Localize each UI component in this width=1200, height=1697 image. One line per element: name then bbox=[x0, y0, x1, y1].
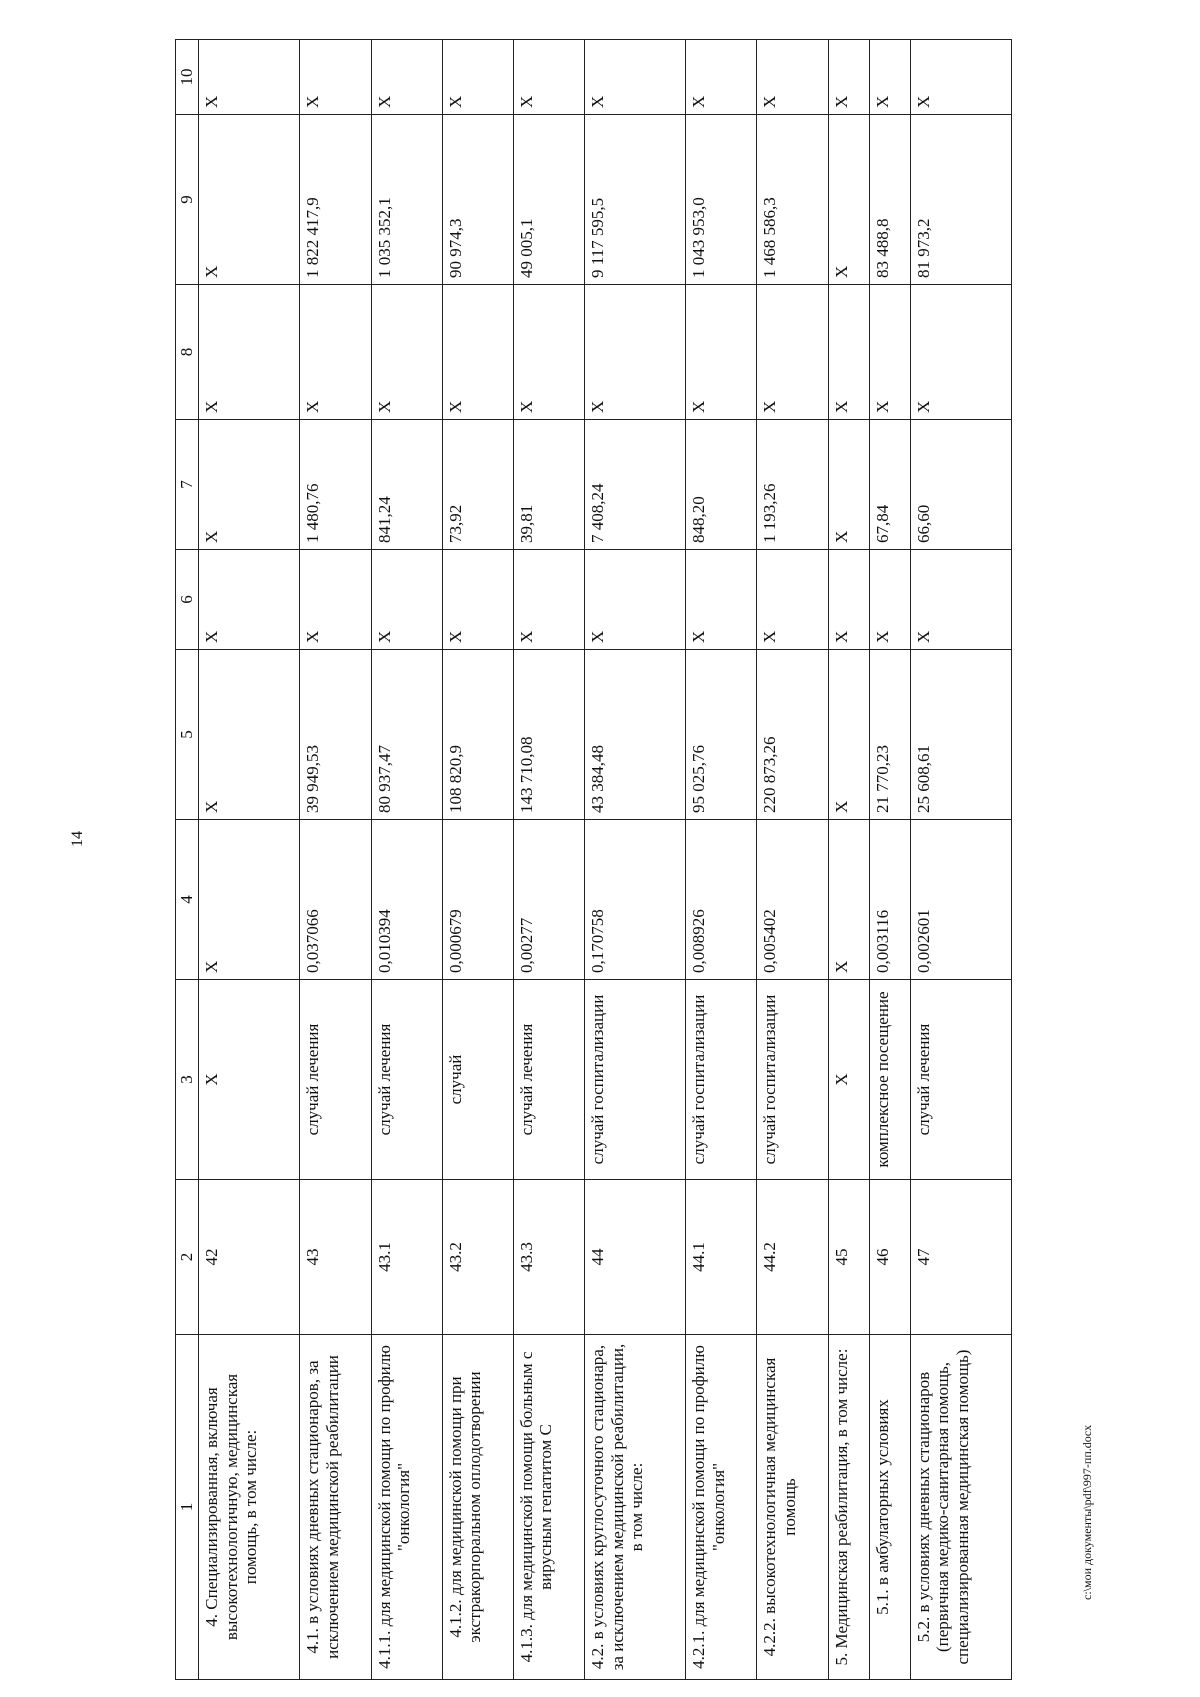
column-header: 10 bbox=[176, 40, 199, 115]
table-cell: Х bbox=[828, 820, 869, 980]
table-cell: 1 468 586,3 bbox=[757, 115, 828, 285]
table-cell: Х bbox=[371, 550, 442, 650]
table-cell: 143 710,08 bbox=[513, 650, 584, 820]
table-cell: 66,60 bbox=[910, 420, 1011, 550]
table-cell: Х bbox=[442, 550, 513, 650]
column-header: 5 bbox=[176, 650, 199, 820]
table-row bbox=[869, 40, 910, 1680]
table-cell: 42 bbox=[199, 1180, 300, 1335]
table-cell: Х bbox=[757, 285, 828, 420]
table-cell: 0,010394 bbox=[371, 820, 442, 980]
column-header: 4 bbox=[176, 820, 199, 980]
table-cell: Х bbox=[828, 650, 869, 820]
table-cell: 67,84 bbox=[869, 420, 910, 550]
table-cell: 5.1. в амбулаторных условиях bbox=[869, 1335, 910, 1680]
table-cell: Х bbox=[584, 550, 685, 650]
table-cell: 73,92 bbox=[442, 420, 513, 550]
table-cell: 43 bbox=[300, 1180, 371, 1335]
table-cell: Х bbox=[584, 40, 685, 115]
table-row bbox=[371, 40, 442, 1680]
table-cell: 220 873,26 bbox=[757, 650, 828, 820]
table-cell: Х bbox=[869, 285, 910, 420]
table-cell: Х bbox=[910, 285, 1011, 420]
table-cell: 5.2. в условиях дневных стационаров (первичная медико-санитарная помощь, специализированная медицинская помощь) bbox=[910, 1335, 1011, 1680]
table-row bbox=[513, 40, 584, 1680]
table-cell: 43.3 bbox=[513, 1180, 584, 1335]
table-cell: 0,170758 bbox=[584, 820, 685, 980]
table-cell: Х bbox=[686, 550, 757, 650]
table-cell: 47 bbox=[910, 1180, 1011, 1335]
table-cell: Х bbox=[513, 550, 584, 650]
table-cell: 45 bbox=[828, 1180, 869, 1335]
table-cell: Х bbox=[199, 550, 300, 650]
table-cell: 1 043 953,0 bbox=[686, 115, 757, 285]
table-cell: 0,037066 bbox=[300, 820, 371, 980]
table-cell: Х bbox=[199, 115, 300, 285]
column-header: 3 bbox=[176, 980, 199, 1180]
table-cell: 81 973,2 bbox=[910, 115, 1011, 285]
table-cell: 1 035 352,1 bbox=[371, 115, 442, 285]
table-cell: 90 974,3 bbox=[442, 115, 513, 285]
table-cell: случай госпитализации bbox=[757, 980, 828, 1180]
table-cell: Х bbox=[300, 40, 371, 115]
table-cell: 46 bbox=[869, 1180, 910, 1335]
table-cell: 4.2.2. высокотехнологичная медицинская помощь bbox=[757, 1335, 828, 1680]
table-cell: Х bbox=[869, 550, 910, 650]
table-cell: Х bbox=[757, 40, 828, 115]
table-body bbox=[199, 40, 1012, 1680]
column-header: 2 bbox=[176, 1180, 199, 1335]
page-number: 14 bbox=[69, 831, 86, 847]
table-cell: 0,00277 bbox=[513, 820, 584, 980]
table-cell: Х bbox=[910, 40, 1011, 115]
table-header-row bbox=[176, 40, 199, 1680]
table-cell: случай лечения bbox=[910, 980, 1011, 1180]
table-cell: 21 770,23 bbox=[869, 650, 910, 820]
table-row bbox=[442, 40, 513, 1680]
table-cell: случай лечения bbox=[371, 980, 442, 1180]
table-cell: Х bbox=[199, 980, 300, 1180]
table-cell: 0,002601 bbox=[910, 820, 1011, 980]
table-cell: 49 005,1 bbox=[513, 115, 584, 285]
table-row bbox=[828, 40, 869, 1680]
table-cell: Х bbox=[442, 285, 513, 420]
table-cell: 5. Медицинская реабилитация, в том числе: bbox=[828, 1335, 869, 1680]
file-path-footer: c:\мои документы\pdf\997-пп.docx bbox=[1080, 1424, 1094, 1600]
table-cell: Х bbox=[828, 40, 869, 115]
table-cell: случай госпитализации bbox=[584, 980, 685, 1180]
table-row bbox=[757, 40, 828, 1680]
table-cell: Х bbox=[757, 550, 828, 650]
table-row bbox=[686, 40, 757, 1680]
table-row bbox=[300, 40, 371, 1680]
table-cell: 43 384,48 bbox=[584, 650, 685, 820]
table-cell: Х bbox=[910, 550, 1011, 650]
table-cell: 848,20 bbox=[686, 420, 757, 550]
table-row bbox=[584, 40, 685, 1680]
table-cell: Х bbox=[869, 40, 910, 115]
table-cell: 44 bbox=[584, 1180, 685, 1335]
table-cell: 1 822 417,9 bbox=[300, 115, 371, 285]
column-header: 8 bbox=[176, 285, 199, 420]
table-cell: 95 025,76 bbox=[686, 650, 757, 820]
table-cell: 108 820,9 bbox=[442, 650, 513, 820]
table-cell: 0,000679 bbox=[442, 820, 513, 980]
table-cell: Х bbox=[513, 40, 584, 115]
table-row bbox=[199, 40, 300, 1680]
table-cell: Х bbox=[442, 40, 513, 115]
table-cell: 0,005402 bbox=[757, 820, 828, 980]
table-cell: 4.2.1. для медицинской помощи по профилю "онкология" bbox=[686, 1335, 757, 1680]
table-cell: 44.2 bbox=[757, 1180, 828, 1335]
table-cell: 0,003116 bbox=[869, 820, 910, 980]
table-cell: 7 408,24 bbox=[584, 420, 685, 550]
table-cell: Х bbox=[828, 115, 869, 285]
data-table-container bbox=[175, 40, 1012, 1680]
column-header: 7 bbox=[176, 420, 199, 550]
table-row bbox=[910, 40, 1011, 1680]
column-header: 1 bbox=[176, 1335, 199, 1680]
table-cell: Х bbox=[686, 40, 757, 115]
table-cell: Х bbox=[686, 285, 757, 420]
table-cell: Х bbox=[828, 285, 869, 420]
table-cell: случай лечения bbox=[513, 980, 584, 1180]
table-cell: 4.1.2. для медицинской помощи при экстракорпоральном оплодотворении bbox=[442, 1335, 513, 1680]
table-cell: 80 937,47 bbox=[371, 650, 442, 820]
column-header: 6 bbox=[176, 550, 199, 650]
table-cell: Х bbox=[300, 285, 371, 420]
table-cell: Х bbox=[828, 980, 869, 1180]
table-cell: Х bbox=[199, 820, 300, 980]
table-cell: 4. Специализированная, включая высокотехнологичную, медицинская помощь, в том числе: bbox=[199, 1335, 300, 1680]
table-cell: Х bbox=[828, 420, 869, 550]
table-cell: случай лечения bbox=[300, 980, 371, 1180]
table-cell: Х bbox=[513, 285, 584, 420]
data-table bbox=[175, 39, 1012, 1680]
table-cell: Х bbox=[300, 550, 371, 650]
table-cell: Х bbox=[371, 40, 442, 115]
table-cell: 4.1.3. для медицинской помощи больным с вирусным гепатитом С bbox=[513, 1335, 584, 1680]
table-cell: 43.1 bbox=[371, 1180, 442, 1335]
table-cell: Х bbox=[199, 420, 300, 550]
table-cell: 83 488,8 bbox=[869, 115, 910, 285]
table-cell: Х bbox=[199, 285, 300, 420]
table-cell: 4.1.1. для медицинской помощи по профилю "онкология" bbox=[371, 1335, 442, 1680]
table-cell: Х bbox=[584, 285, 685, 420]
table-cell: случай госпитализации bbox=[686, 980, 757, 1180]
table-cell: 39,81 bbox=[513, 420, 584, 550]
table-cell: Х bbox=[199, 650, 300, 820]
table-cell: Х bbox=[371, 285, 442, 420]
table-cell: комплексное посещение bbox=[869, 980, 910, 1180]
table-cell: Х bbox=[199, 40, 300, 115]
table-cell: 1 480,76 bbox=[300, 420, 371, 550]
table-cell: случай bbox=[442, 980, 513, 1180]
table-cell: 4.1. в условиях дневных стационаров, за исключением медицинской реабилитации bbox=[300, 1335, 371, 1680]
table-cell: 44.1 bbox=[686, 1180, 757, 1335]
table-cell: 9 117 595,5 bbox=[584, 115, 685, 285]
table-cell: 0,008926 bbox=[686, 820, 757, 980]
table-cell: 39 949,53 bbox=[300, 650, 371, 820]
table-cell: 43.2 bbox=[442, 1180, 513, 1335]
table-cell: 4.2. в условиях круглосуточного стационара, за исключением медицинской реабилитации, в том числе: bbox=[584, 1335, 685, 1680]
table-cell: 841,24 bbox=[371, 420, 442, 550]
table-cell: 25 608,61 bbox=[910, 650, 1011, 820]
table-cell: Х bbox=[828, 550, 869, 650]
table-cell: 1 193,26 bbox=[757, 420, 828, 550]
column-header: 9 bbox=[176, 115, 199, 285]
